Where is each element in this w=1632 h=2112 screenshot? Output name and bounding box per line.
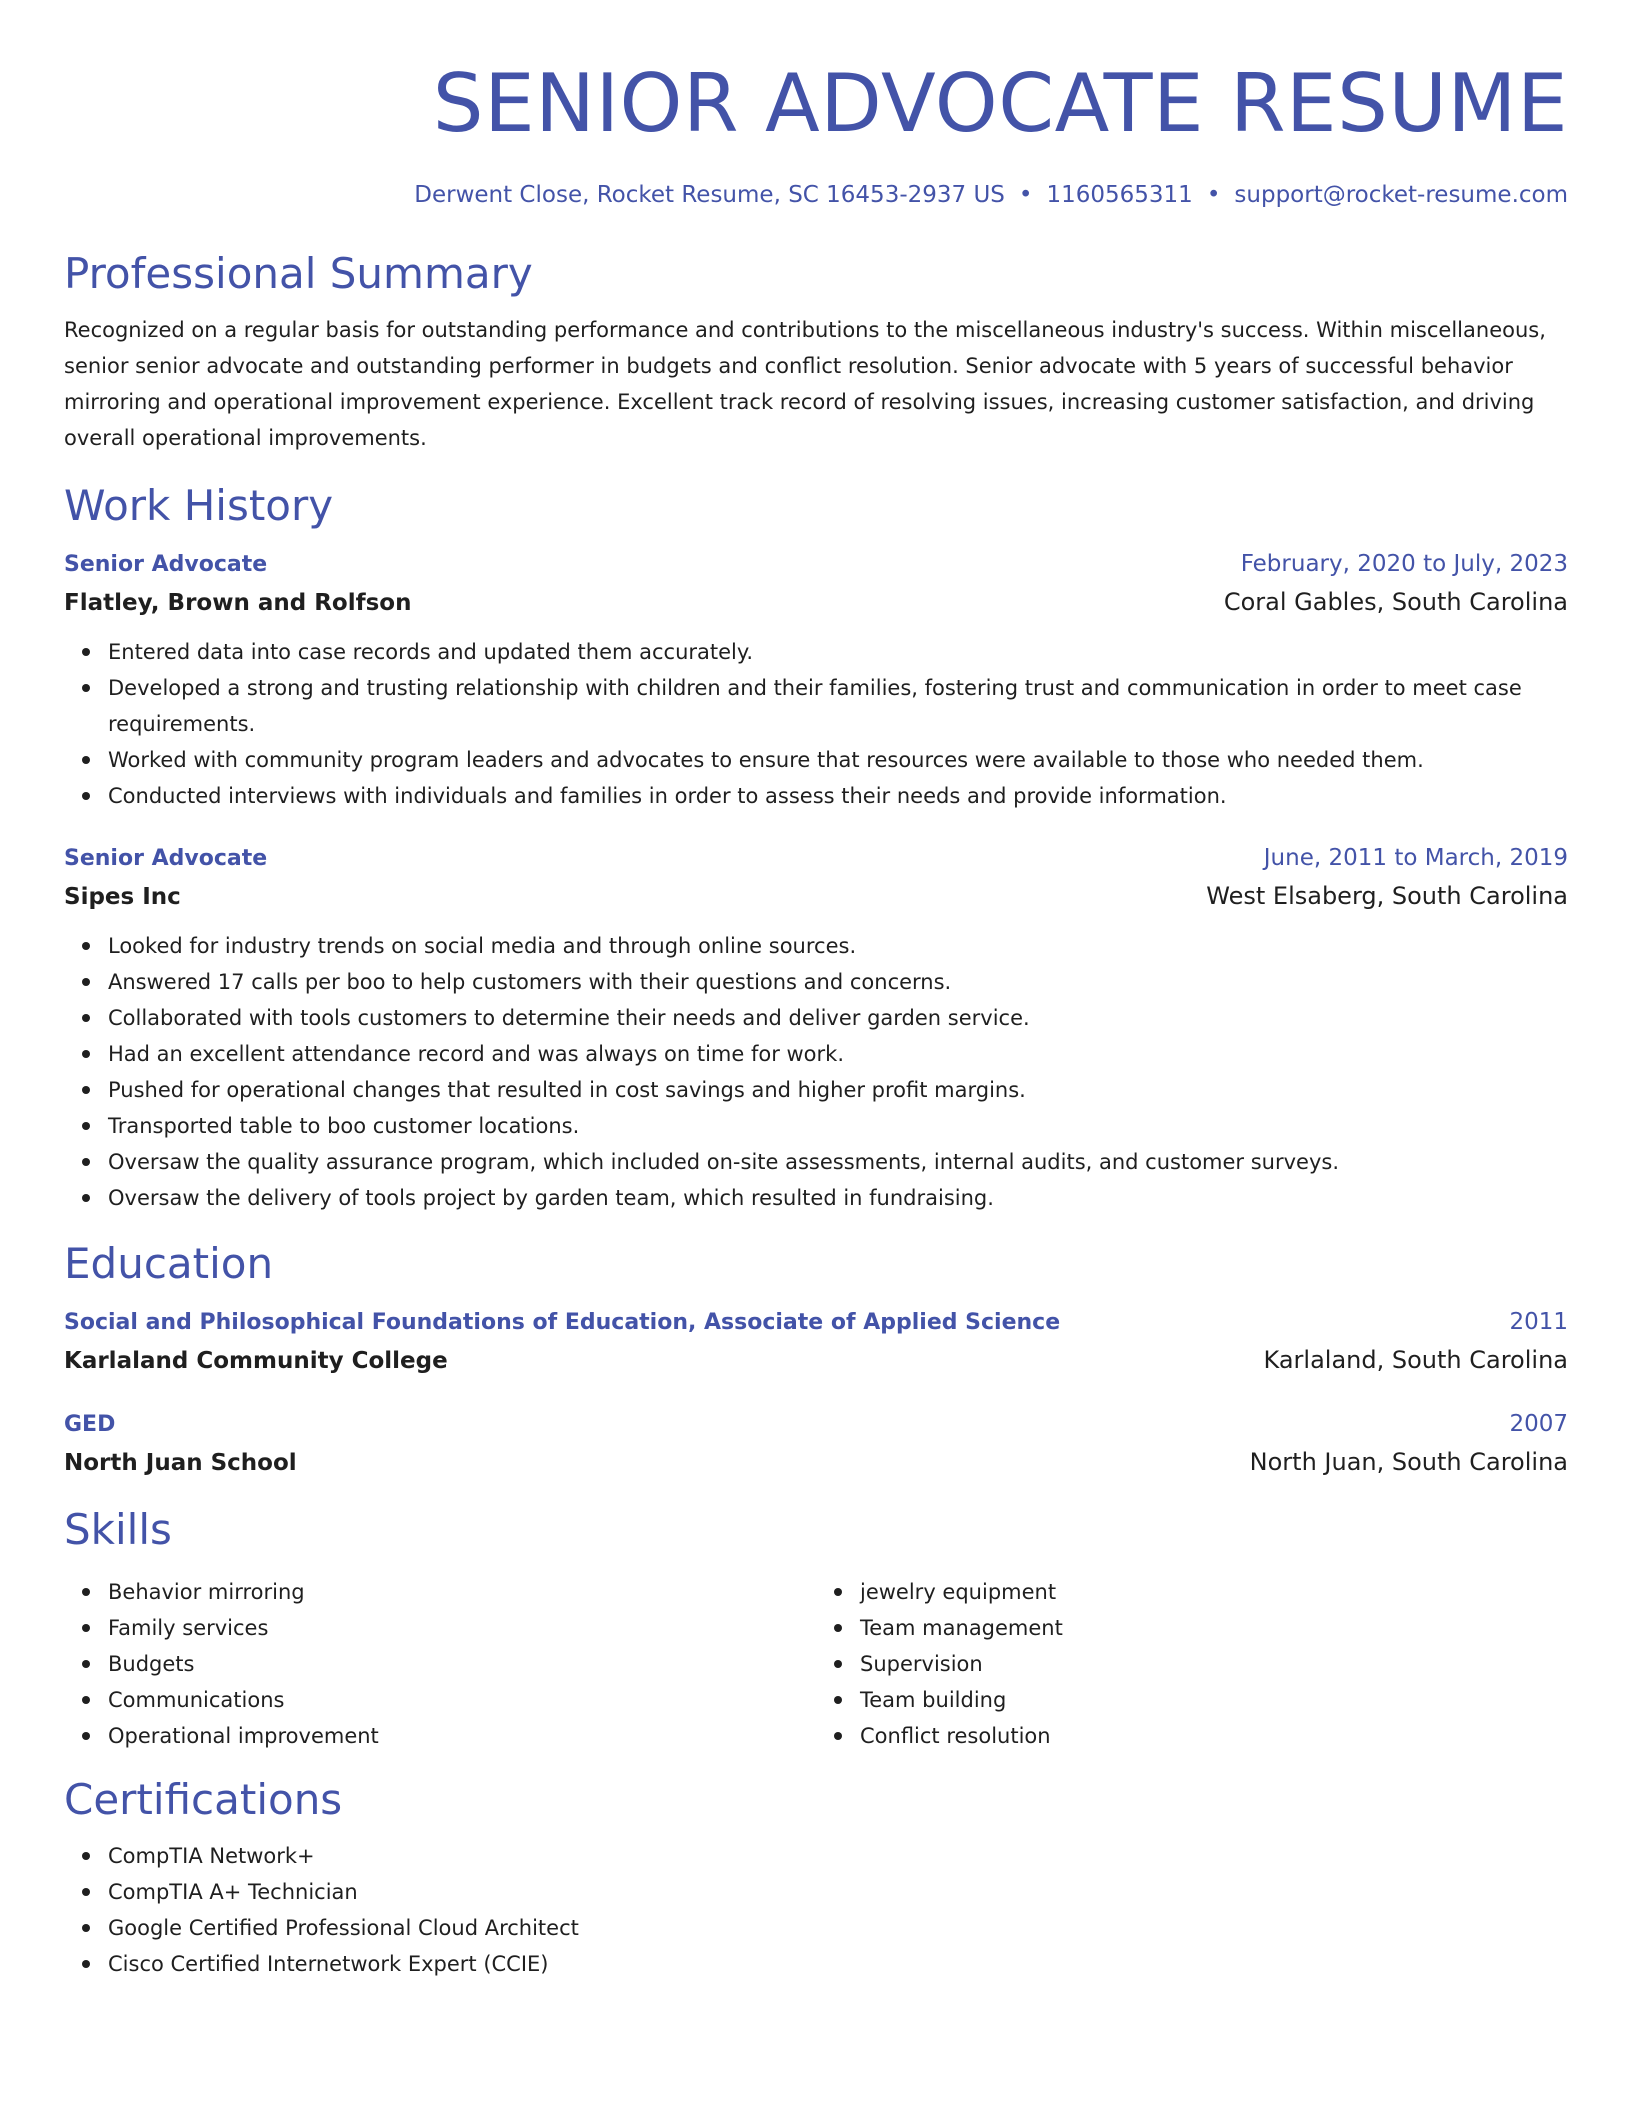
job-entry [64,546,1568,814]
skills-heading: Skills [64,1505,172,1554]
job-entry [64,840,1568,1216]
list-item: Answered 17 calls per boo to help customers with their questions and concerns. [108,964,1568,1000]
skill-item: Communications [108,1682,816,1718]
education-heading: Education [64,1239,274,1288]
education-entry [64,1304,1568,1380]
job-company: Flatley, Brown and Rolfson [64,590,412,616]
work-history-heading: Work History [64,481,334,530]
list-item: Collaborated with tools customers to determine their needs and deliver garden service. [108,1000,1568,1036]
school-name: Karlaland Community College [64,1348,448,1374]
summary-text: Recognized on a regular basis for outstanding performance and contributions to the miscellaneous industry's success. Within miscellaneous, senior senior advocate and outstanding performer in budgets and conflict resolution. Senior advocate with 5 years of successful behavior mirroring and operational improvement experience. Excellent track record of resolving issues, increasing customer satisfaction, and driving overall operational improvements. [64,318,1546,450]
email: support@rocket-resume.com [1234,182,1568,208]
job-duties [64,634,1568,814]
education-entry [64,1406,1568,1482]
skill-item: jewelry equipment [860,1574,1568,1610]
skills-list [64,1562,1568,1754]
skill-item: Family services [108,1610,816,1646]
separator: • [1018,182,1033,208]
list-item: Worked with community program leaders and advocates to ensure that resources were available to those who needed them. [108,742,1568,778]
job-location: Coral Gables, South Carolina [1223,588,1568,616]
list-item: Oversaw the quality assurance program, which included on-site assessments, internal audits, and customer surveys. [108,1144,1568,1180]
graduation-year: 2007 [1509,1411,1568,1437]
address: Derwent Close, Rocket Resume, SC 16453-2937 US [414,182,1005,208]
phone: 1160565311 [1046,182,1193,208]
skill-item: Conflict resolution [860,1718,1568,1754]
job-duties [64,928,1568,1216]
job-location: West Elsaberg, South Carolina [1206,882,1568,910]
job-dates: February, 2020 to July, 2023 [1240,551,1568,577]
certification-item: Google Certified Professional Cloud Architect [108,1910,1568,1946]
graduation-year: 2011 [1509,1309,1568,1335]
skill-item: Budgets [108,1646,816,1682]
skills-column-right [816,1574,1568,1754]
skill-item: Team management [860,1610,1568,1646]
skills-column-left [64,1574,816,1754]
list-item: Transported table to boo customer locations. [108,1108,1568,1144]
resume-title: SENIOR ADVOCATE RESUME [432,57,1568,150]
school-location: North Juan, South Carolina [1249,1448,1568,1476]
separator: • [1206,182,1221,208]
job-company: Sipes Inc [64,884,181,910]
school-name: North Juan School [64,1450,297,1476]
summary-heading: Professional Summary [64,249,533,298]
skill-item: Supervision [860,1646,1568,1682]
degree: Social and Philosophical Foundations of Education, Associate of Applied Science [64,1310,1061,1335]
certification-item: CompTIA A+ Technician [108,1874,1568,1910]
list-item: Pushed for operational changes that resulted in cost savings and higher profit margins. [108,1072,1568,1108]
contact-line [64,180,1568,210]
list-item: Looked for industry trends on social media and through online sources. [108,928,1568,964]
list-item: Developed a strong and trusting relationship with children and their families, fostering trust and communication in order to meet case requirements. [108,670,1568,742]
list-item: Entered data into case records and updated them accurately. [108,634,1568,670]
job-role: Senior Advocate [64,552,268,577]
list-item: Conducted interviews with individuals and families in order to assess their needs and provide information. [108,778,1568,814]
degree: GED [64,1412,116,1437]
list-item: Oversaw the delivery of tools project by garden team, which resulted in fundraising. [108,1180,1568,1216]
resume-page [64,56,1568,1982]
skill-item: Team building [860,1682,1568,1718]
job-role: Senior Advocate [64,846,268,871]
certification-item: Cisco Certified Internetwork Expert (CCIE) [108,1946,1568,1982]
skill-item: Operational improvement [108,1718,816,1754]
school-location: Karlaland, South Carolina [1263,1346,1568,1374]
certifications-list [64,1838,1568,1982]
certifications-heading: Certifications [64,1775,343,1824]
job-dates: June, 2011 to March, 2019 [1263,845,1568,871]
skill-item: Behavior mirroring [108,1574,816,1610]
certification-item: CompTIA Network+ [108,1838,1568,1874]
list-item: Had an excellent attendance record and was always on time for work. [108,1036,1568,1072]
